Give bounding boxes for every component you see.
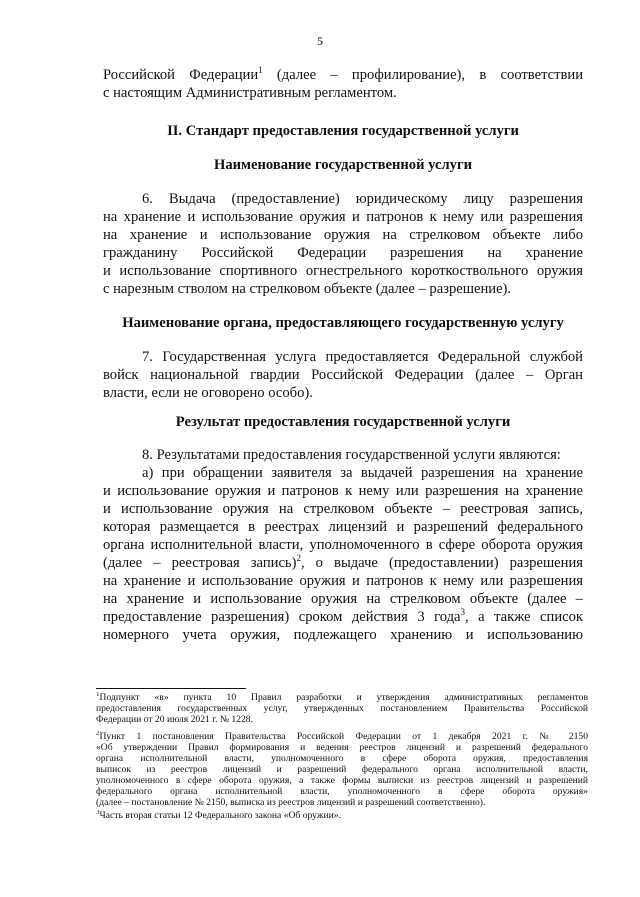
text-line: власти, если не оговорено особо). (103, 385, 313, 401)
footnote-ref[interactable]: 3 (460, 608, 465, 618)
footnote-ref[interactable]: 2 (296, 554, 301, 564)
text-line: а) при обращении заявителя за выдачей разрешения на хранение (142, 465, 583, 481)
text-line: с настоящим Административным регламентом. (103, 85, 397, 101)
text-line: 7. Государственная услуга предоставляется Федеральной службой (142, 349, 583, 365)
footnote-line: выписок из реестров лицензий и разрешений федерального органа исполнительной власти, (96, 764, 588, 775)
footnote-line: «Об утверждении Правил формирования и ведения реестров лицензий и разрешений федерального (96, 742, 588, 753)
text-line: на хранение и использование оружия и патронов к нему или разрешения (103, 209, 583, 225)
footnote-line: уполномоченного в сфере оборота оружия, а также формы выписки из реестров лицензий и разрешений (96, 775, 588, 786)
footnote-divider (96, 688, 246, 689)
text-line (103, 66, 583, 84)
text-line (103, 554, 583, 572)
text-line: на хранение и использование оружия и патронов к нему или разрешения (103, 573, 583, 589)
footnote-line: (далее – постановление № 2150, выписка из реестров лицензий и разрешений соответственно). (96, 797, 486, 808)
text-span: (далее – реестровая запись) (103, 555, 297, 571)
text-line: которая размещается в реестрах лицензий и разрешений федерального (103, 519, 583, 535)
text-line: гражданину Российской Федерации разрешения на хранение (103, 245, 583, 261)
footnote-mark: 3 (96, 810, 100, 816)
text-line: на хранение и использование оружия на стрелковом объекте либо (103, 227, 583, 243)
footnote-line: Федерации от 20 июля 2021 г. № 1228. (96, 714, 253, 725)
text-line: 8. Результатами предоставления государственной услуги являются: (142, 447, 561, 463)
section-title: II. Стандарт предоставления государственной услуги (167, 123, 519, 139)
text-span: Подпункт «в» пункта 10 Правил разработки и утверждения административных регламентов (99, 692, 588, 703)
text-line: с нарезным стволом на стрелковом объекте (далее – разрешение). (103, 281, 512, 297)
intro-paragraph (103, 66, 583, 102)
text-span: , о выдаче (предоставлении) разрешения (300, 555, 583, 571)
text-span: , а также список (465, 609, 583, 625)
text-line: на хранение и использование оружия на стрелковом объекте (далее – (103, 591, 583, 607)
subsection-title-result: Результат предоставления государственной услуги (175, 414, 511, 430)
text-line (103, 608, 583, 626)
text-span: Пункт 1 постановления Правительства Российской Федерации от 1 декабря 2021 г. № 2150 (99, 731, 588, 742)
footnote-line: федерального органа исполнительной власти, уполномоченного в сфере оборота оружия» (96, 786, 588, 797)
paragraph-8 (103, 446, 583, 644)
paragraph-7 (103, 348, 583, 402)
text-line: и использование спортивного огнестрельного короткоствольного оружия (103, 263, 583, 279)
paragraph-6 (103, 190, 583, 298)
text-line: номерного учета оружия, подлежащего хранению и использованию (103, 627, 583, 643)
text-span: Российской Федерации (103, 67, 259, 83)
footnote-line: предоставления государственных услуг, утвержденных постановлением Правительства Российской (96, 703, 588, 714)
text-line: войск национальной гвардии Российской Федерации (далее – Орган (103, 367, 583, 383)
text-line: и использование оружия и патронов к нему или разрешения на хранение (103, 483, 583, 499)
footnote-mark: 1 (96, 692, 100, 698)
text-span: (далее – профилирование), в соответствии (262, 67, 583, 83)
footnote-3 (96, 810, 588, 821)
text-line: органа исполнительной власти, уполномоченного в сфере оборота оружия (103, 537, 583, 553)
footnote-line (96, 810, 588, 821)
footnote-2 (96, 731, 588, 808)
footnote-1 (96, 692, 588, 725)
page-number: 5 (317, 34, 323, 48)
subsection-title-authority: Наименование органа, предоставляющего государственную услугу (122, 315, 564, 331)
subsection-title-service-name: Наименование государственной услуги (214, 157, 472, 173)
text-span: предоставление разрешения) сроком действия 3 года (103, 609, 461, 625)
text-line: 6. Выдача (предоставление) юридическому лицу разрешения (142, 191, 583, 207)
footnote-line (96, 692, 588, 703)
text-span: Часть вторая статьи 12 Федерального закона «Об оружии». (99, 810, 341, 821)
text-line: и использование оружия на стрелковом объекте – реестровая запись, (103, 501, 583, 517)
footnote-mark: 2 (96, 731, 100, 737)
footnote-line: органа исполнительной власти, уполномоченного в сфере оборота оружия, предоставления (96, 753, 588, 764)
footnote-ref[interactable]: 1 (258, 66, 263, 76)
footnote-line (96, 731, 588, 742)
